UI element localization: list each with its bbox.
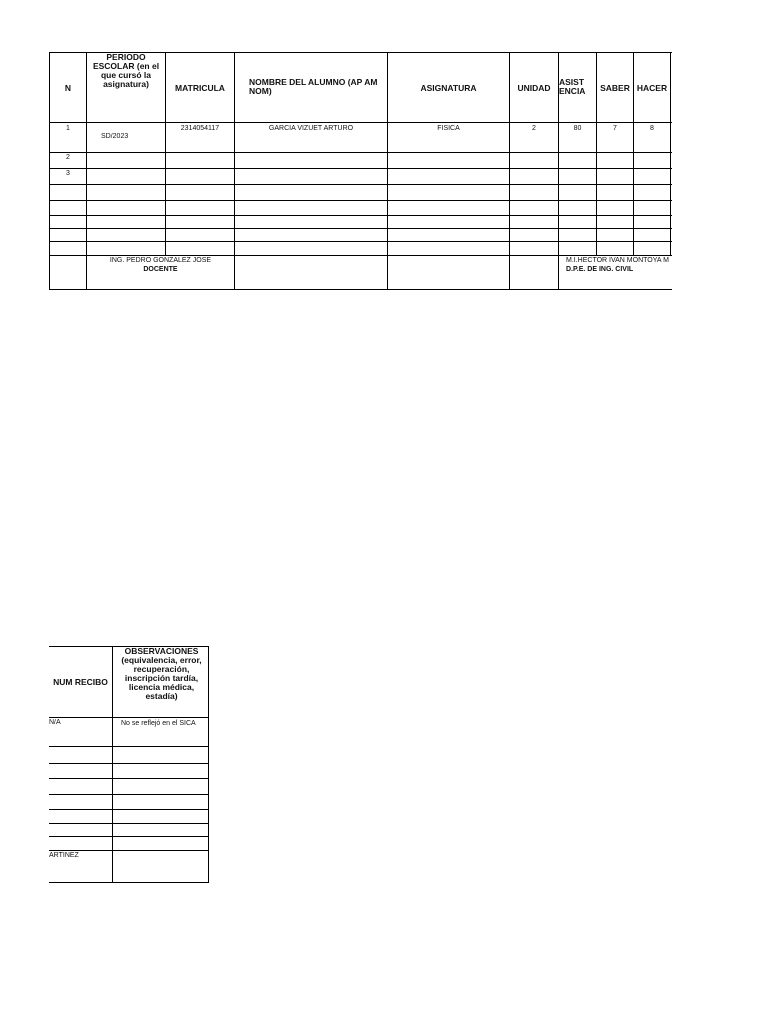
docente-name: ING. PEDRO GONZALEZ JOSE bbox=[109, 257, 212, 264]
row-divider bbox=[50, 228, 672, 229]
cell-nombre: GARCIA VIZUET ARTURO bbox=[268, 125, 354, 132]
docente-title: DOCENTE bbox=[143, 266, 178, 273]
row-divider bbox=[50, 241, 672, 242]
row-divider bbox=[50, 215, 672, 216]
dpe-title: D.P.E. DE ING. CIVIL bbox=[566, 266, 634, 273]
header-observaciones: OBSERVACIONES (equivalencia, error, recuperación, inscripción tardía, licencia médica, estadía) bbox=[121, 646, 202, 701]
header-nombre: NOMBRE DEL ALUMNO (AP AM NOM) bbox=[249, 77, 378, 96]
row-divider bbox=[49, 746, 208, 747]
row-divider bbox=[50, 122, 672, 123]
grades-table bbox=[49, 52, 672, 290]
row-divider bbox=[49, 809, 208, 810]
cell-saber: 7 bbox=[613, 125, 617, 132]
col-divider bbox=[234, 53, 235, 289]
header-saber: SABER bbox=[600, 82, 630, 93]
cell-n: 1 bbox=[66, 125, 70, 132]
col-divider bbox=[670, 53, 671, 255]
header-asistencia: ASISTENCIA bbox=[559, 77, 586, 96]
cell-asignatura: FÍSICA bbox=[437, 125, 460, 132]
cell-matricula: 2314054117 bbox=[180, 125, 220, 132]
cell-asistencia: 80 bbox=[573, 125, 582, 132]
row-divider bbox=[50, 200, 672, 201]
row-divider bbox=[50, 168, 672, 169]
col-divider bbox=[112, 647, 113, 882]
row-divider bbox=[49, 850, 208, 851]
row-divider bbox=[49, 836, 208, 837]
row-divider bbox=[49, 778, 208, 779]
row-divider bbox=[50, 184, 672, 185]
cell-num-recibo: N/A bbox=[49, 719, 61, 726]
header-matricula: MATRICULA bbox=[175, 82, 225, 93]
header-periodo: PERIODO ESCOLAR (en el que cursó la asignatura) bbox=[92, 52, 160, 89]
row-divider bbox=[49, 717, 208, 718]
row-divider bbox=[49, 794, 208, 795]
cell-unidad: 2 bbox=[532, 125, 536, 132]
row-divider bbox=[49, 823, 208, 824]
header-asignatura: ASIGNATURA bbox=[420, 82, 477, 93]
cell-n: 3 bbox=[66, 170, 70, 177]
cell-observaciones: No se reflejó en el SICA bbox=[121, 720, 196, 727]
header-num-recibo: NUM RECIBO bbox=[53, 677, 108, 687]
header-unidad: UNIDAD bbox=[517, 82, 551, 93]
row-divider bbox=[49, 763, 208, 764]
row-divider bbox=[50, 152, 672, 153]
header-hacer: HACER bbox=[636, 82, 668, 93]
header-n: N bbox=[64, 82, 72, 93]
row-divider bbox=[50, 255, 672, 256]
cell-periodo: SD/2023 bbox=[101, 133, 129, 140]
dpe-name: M.I.HECTOR IVAN MONTOYA M bbox=[566, 257, 669, 264]
cell-n: 2 bbox=[66, 154, 70, 161]
footer-text: ARTINEZ bbox=[49, 852, 79, 859]
cell-hacer: 8 bbox=[650, 125, 654, 132]
observations-table bbox=[49, 646, 209, 883]
